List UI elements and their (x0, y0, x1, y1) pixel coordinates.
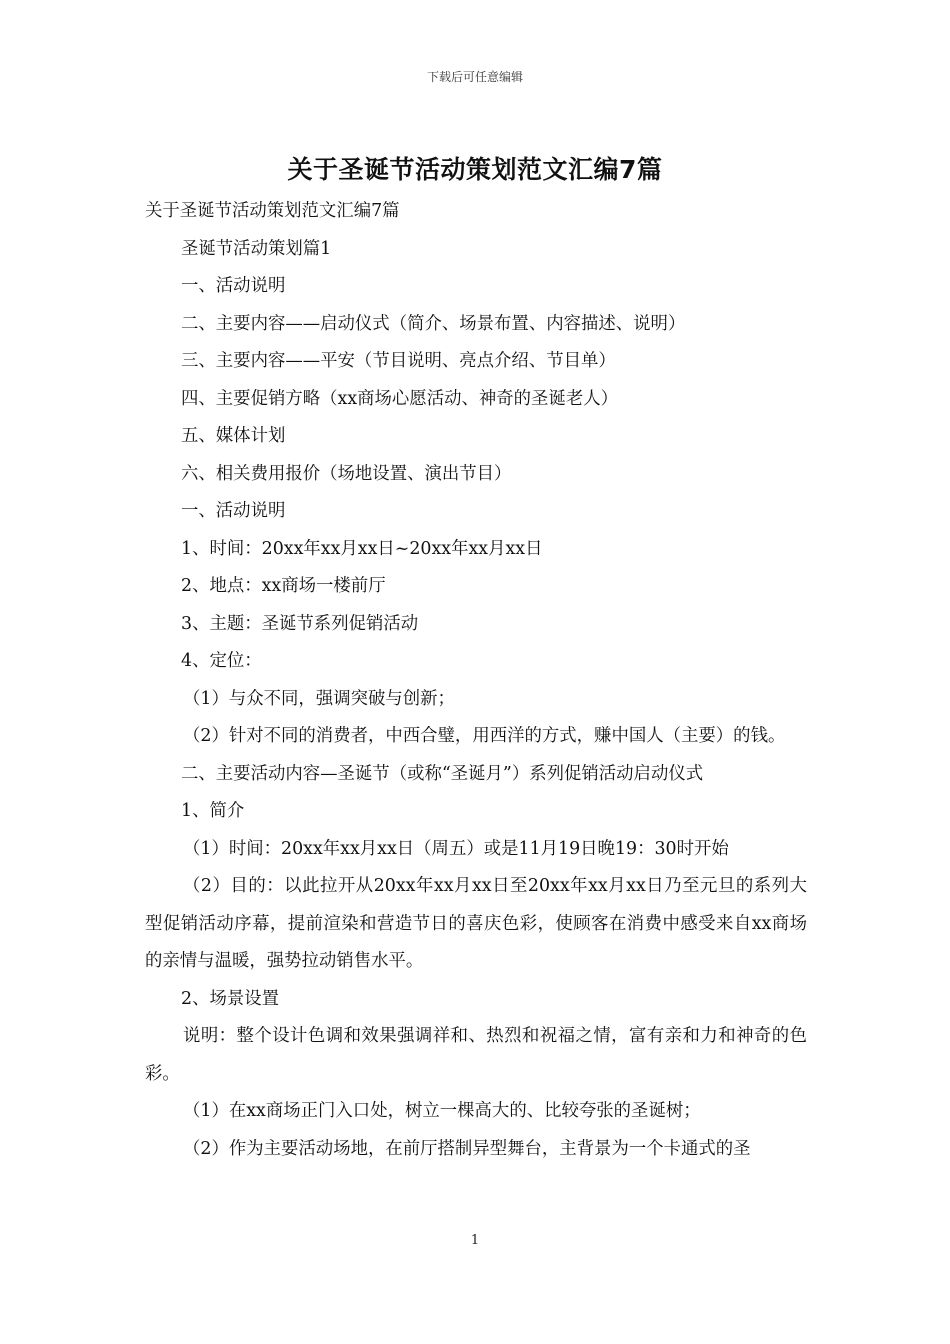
paragraph: （1）与众不同，强调突破与创新； (183, 688, 455, 709)
paragraph: 2、地点：xx商场一楼前厅 (181, 576, 386, 596)
paragraph: 圣诞节活动策划篇1 (181, 238, 332, 259)
page-number: 1 (470, 1233, 480, 1248)
paragraph: 五、媒体计划 (181, 426, 286, 446)
paragraph: 一、活动说明 (181, 276, 286, 296)
header-note: 下载后可任意编辑 (426, 70, 523, 84)
paragraph: （2）作为主要活动场地，在前厅搭制异型舞台，主背景为一个卡通式的圣 (183, 1138, 751, 1159)
paragraph: 4、定位： (181, 651, 262, 671)
paragraph: 二、主要活动内容—圣诞节（或称“圣诞月”）系列促销活动启动仪式 (181, 763, 704, 784)
paragraph: 六、相关费用报价（场地设置、演出节目） (181, 463, 512, 484)
paragraph: （1）时间：20xx年xx月xx日（周五）或是11月19日晚19：30时开始 (183, 838, 729, 859)
paragraph: 1、时间：20xx年xx月xx日~20xx年xx月xx日 (181, 538, 543, 559)
paragraph: 关于圣诞节活动策划范文汇编7篇 (145, 201, 400, 221)
paragraph: （2）针对不同的消费者，中西合璧，用西洋的方式，赚中国人（主要）的钱。 (183, 726, 786, 746)
paragraph: 二、主要内容——启动仪式（简介、场景布置、内容描述、说明） (181, 313, 686, 334)
paragraph: 一、活动说明 (181, 501, 286, 521)
paragraph: 三、主要内容——平安（节目说明、亮点介绍、节目单） (181, 351, 616, 371)
paragraph: 1、简介 (181, 801, 245, 821)
paragraph: （2）目的：以此拉开从20xx年xx月xx日至20xx年xx月xx日乃至元旦的系列大型促销活动序幕，提前渲染和营造节日的喜庆色彩，使顾客在消费中感受来自xx商场的亲情与温暖，强势拉动销售水平。 (145, 876, 807, 971)
paragraph: 3、主题：圣诞节系列促销活动 (181, 613, 419, 634)
paragraph: （1）在xx商场正门入口处，树立一棵高大的、比较夸张的圣诞树； (183, 1101, 701, 1121)
document-body (145, 193, 807, 1168)
paragraph: 2、场景设置 (181, 988, 280, 1009)
document-title: 关于圣诞节活动策划范文汇编7篇 (287, 155, 663, 184)
paragraph: 说明：整个设计色调和效果强调祥和、热烈和祝福之情，富有亲和力和神奇的色彩。 (145, 1026, 807, 1084)
paragraph: 四、主要促销方略（xx商场心愿活动、神奇的圣诞老人） (181, 388, 618, 409)
